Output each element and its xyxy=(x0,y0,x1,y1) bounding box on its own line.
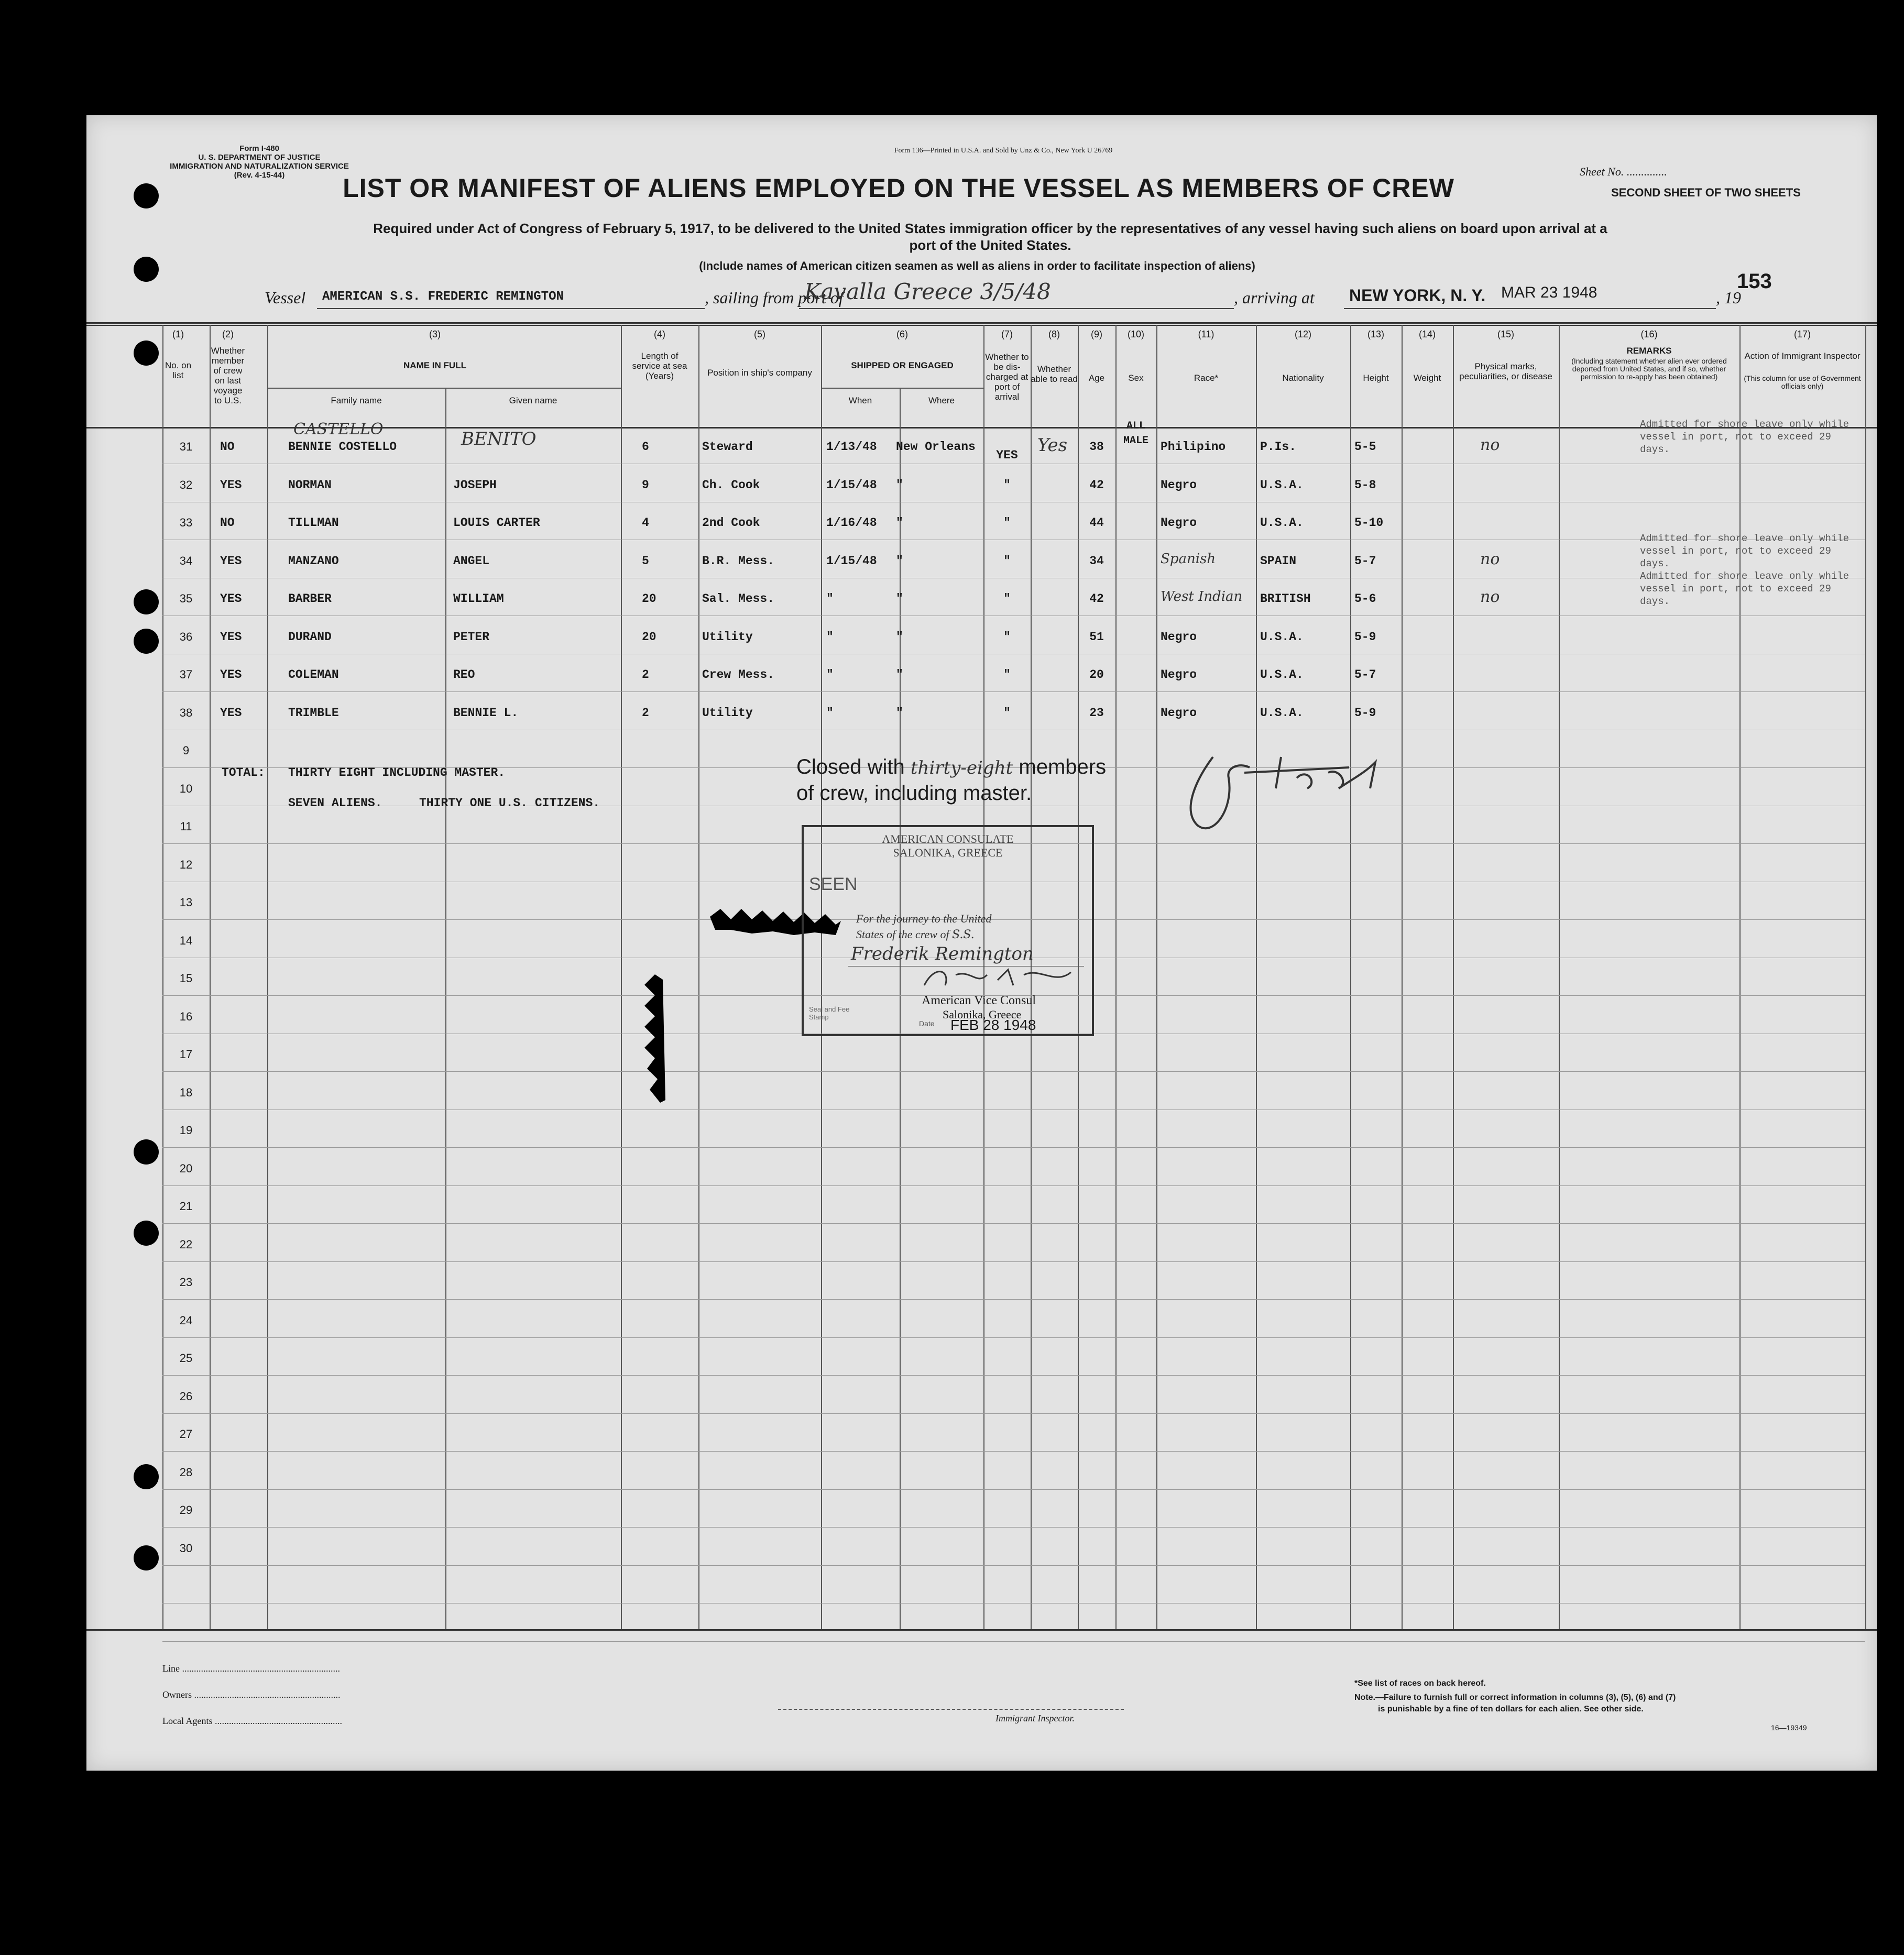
department: U. S. DEPARTMENT OF JUSTICE xyxy=(198,153,321,162)
cell-height: 5-9 xyxy=(1354,630,1376,644)
cell-nationality: P.Is. xyxy=(1260,440,1297,454)
include-note: (Include names of American citizen seamen as well as aliens in order to facilitate inspection of aliens) xyxy=(699,259,1255,272)
table-column-rule xyxy=(1115,325,1117,1629)
cell-position: Sal. Mess. xyxy=(702,592,775,606)
punch-hole xyxy=(134,589,159,614)
row-rule xyxy=(162,1185,1865,1186)
cell-discharged: YES xyxy=(996,448,1018,462)
col-num-15: (15) xyxy=(1497,329,1514,339)
consulate-stamp xyxy=(802,825,1094,1036)
row-number: 26 xyxy=(179,1390,193,1403)
row-rule xyxy=(162,1527,1865,1528)
row-number: 13 xyxy=(179,896,193,909)
cell-given: BENNIE L. xyxy=(453,706,519,720)
cell-discharged: " xyxy=(1003,516,1011,530)
cell-given: WILLIAM xyxy=(453,592,504,606)
col-head-name: NAME IN FULL xyxy=(403,360,466,370)
cell-position: Utility xyxy=(702,630,753,644)
stamp-title-2: SALONIKA, GREECE xyxy=(893,846,1003,859)
col-head-race: Race* xyxy=(1194,373,1219,383)
row-number: 27 xyxy=(179,1427,193,1441)
row-rule xyxy=(162,1641,1865,1642)
cell-age: 44 xyxy=(1089,516,1104,530)
cell-age: 51 xyxy=(1089,630,1104,644)
page-title: LIST OR MANIFEST OF ALIENS EMPLOYED ON THE VESSEL AS MEMBERS OF CREW xyxy=(343,173,1454,203)
row-rule xyxy=(162,691,1865,692)
stamp-city: Salonika, Greece xyxy=(943,1008,1022,1021)
col-head-sex: Sex xyxy=(1128,373,1144,383)
stamp-title-1: AMERICAN CONSULATE xyxy=(882,832,1014,845)
sailing-port-value: Kavalla Greece 3/5/48 xyxy=(804,279,1051,304)
form-number: Form I-480 xyxy=(239,144,279,153)
table-column-rule xyxy=(1865,325,1866,1629)
cell-discharged: " xyxy=(1003,706,1011,720)
arriving-label: , arriving at xyxy=(1234,288,1315,307)
cell-race: Negro xyxy=(1161,668,1197,682)
col-head-discharged: Whether to be dis-charged at port of arrival xyxy=(985,352,1029,402)
row-rule xyxy=(162,1375,1865,1376)
row-number: 21 xyxy=(179,1200,193,1213)
row-rule xyxy=(162,1261,1865,1262)
cell-race: West Indian xyxy=(1161,589,1243,605)
row-number: 22 xyxy=(179,1238,193,1251)
cell-nationality: U.S.A. xyxy=(1260,630,1304,644)
col-num-2: (2) xyxy=(222,329,234,339)
cell-no: 35 xyxy=(179,592,193,605)
cell-race: Negro xyxy=(1161,478,1197,492)
cell-when: " xyxy=(826,630,834,644)
row-rule xyxy=(162,1489,1865,1490)
cell-height: 5-9 xyxy=(1354,706,1376,720)
cell-member: YES xyxy=(220,630,242,644)
col-num-17: (17) xyxy=(1793,329,1811,339)
sheet-number-label: Sheet No. .............. xyxy=(1580,165,1667,178)
cell-family: COLEMAN xyxy=(288,668,339,682)
footer-note: Note.—Failure to furnish full or correct information in columns (3), (5), (6) and (7) is punishable by a fine of ten dollars for each alien. See other side. xyxy=(1354,1693,1676,1714)
cell-discharged: " xyxy=(1003,554,1011,568)
cell-race: Negro xyxy=(1161,706,1197,720)
punch-hole xyxy=(134,257,159,282)
row-number: 14 xyxy=(179,934,193,947)
col-num-7: (7) xyxy=(1001,329,1013,339)
punch-hole xyxy=(134,1139,159,1165)
col-num-5: (5) xyxy=(754,329,765,339)
cell-family: NORMAN xyxy=(288,478,332,492)
cell-marks-handwritten: no xyxy=(1480,550,1500,568)
col-num-13: (13) xyxy=(1367,329,1384,339)
cell-height: 5-8 xyxy=(1354,478,1376,492)
cell-discharged: " xyxy=(1003,478,1011,492)
col-head-shipped: SHIPPED OR ENGAGED xyxy=(851,360,954,370)
cell-when: " xyxy=(826,706,834,720)
year-prefix: , 19 xyxy=(1716,288,1741,307)
col-num-6: (6) xyxy=(896,329,908,339)
col-num-8: (8) xyxy=(1048,329,1060,339)
cell-age: 38 xyxy=(1089,440,1104,454)
table-column-rule xyxy=(1402,325,1403,1629)
row-number: 17 xyxy=(179,1048,193,1061)
footer-line-label: Line ................................................................... xyxy=(162,1663,340,1674)
cell-no: 36 xyxy=(179,630,193,643)
col-num-10: (10) xyxy=(1127,329,1144,339)
col-head-when: When xyxy=(848,396,872,405)
col-num-16: (16) xyxy=(1640,329,1658,339)
row-number: 25 xyxy=(179,1352,193,1365)
col-head-read: Whether able to read xyxy=(1031,364,1078,384)
col-head-marks: Physical marks, peculiarities, or disease xyxy=(1459,361,1552,381)
col-head-member: Whether member of crew on last voyage to U.S. xyxy=(211,346,245,405)
cell-read-handwritten: Yes xyxy=(1037,435,1068,456)
row-number: 23 xyxy=(179,1276,193,1289)
aliens-text: SEVEN ALIENS. xyxy=(288,796,382,810)
col-head-height: Height xyxy=(1363,373,1389,383)
footer-owners-label: Owners .............................................................. xyxy=(162,1689,341,1700)
row-number: 20 xyxy=(179,1162,193,1175)
vessel-value: AMERICAN S.S. FREDERIC REMINGTON xyxy=(322,290,564,304)
total-label: TOTAL: xyxy=(222,766,265,779)
cell-height: 5-7 xyxy=(1354,668,1376,682)
cell-years: 20 xyxy=(642,630,656,644)
col-head-where: Where xyxy=(928,396,955,405)
punch-hole xyxy=(134,629,159,654)
table-column-rule xyxy=(1256,325,1257,1629)
punch-hole xyxy=(134,1545,159,1570)
table-column-rule xyxy=(445,388,446,1629)
cell-position: 2nd Cook xyxy=(702,516,760,530)
col-head-nationality: Nationality xyxy=(1282,373,1324,383)
table-column-rule xyxy=(1739,325,1741,1629)
cell-nationality: U.S.A. xyxy=(1260,706,1304,720)
closed-note: Closed with thirty-eight members of crew, including master. xyxy=(796,755,1107,805)
cell-member: YES xyxy=(220,478,242,492)
table-column-rule xyxy=(267,325,268,1629)
cell-position: B.R. Mess. xyxy=(702,554,775,568)
cell-no: 32 xyxy=(179,478,193,491)
cell-height: 5-6 xyxy=(1354,592,1376,606)
cell-no: 31 xyxy=(179,440,193,453)
cell-no: 33 xyxy=(179,516,193,529)
cell-height: 5-7 xyxy=(1354,554,1376,568)
cell-family: BARBER xyxy=(288,592,332,606)
stamp-ship-name: Frederik Remington xyxy=(851,943,1034,964)
cell-position: Steward xyxy=(702,440,753,454)
cell-family-handwritten: CASTELLO xyxy=(293,420,384,438)
col-head-given: Given name xyxy=(509,396,557,405)
stamp-journey: For the journey to the United States of the crew of S.S. xyxy=(856,912,992,941)
cell-years: 20 xyxy=(642,592,656,606)
row-number: 30 xyxy=(179,1542,193,1555)
cell-given: LOUIS CARTER xyxy=(453,516,540,530)
col-head-family: Family name xyxy=(331,396,382,405)
printer-line: Form 136—Printed in U.S.A. and Sold by Unz & Co., New York U 26769 xyxy=(894,147,1113,155)
row-number: 10 xyxy=(179,782,193,795)
cell-when: 1/16/48 xyxy=(826,516,877,530)
footer-races-note: *See list of races on back hereof. xyxy=(1354,1679,1486,1688)
vessel-label: Vessel xyxy=(265,288,306,307)
cell-years: 4 xyxy=(642,516,649,530)
cell-age: 42 xyxy=(1089,592,1104,606)
cell-member: YES xyxy=(220,554,242,568)
cell-marks-handwritten: no xyxy=(1480,588,1500,606)
row-number: 16 xyxy=(179,1010,193,1023)
cell-discharged: " xyxy=(1003,630,1011,644)
cell-race: Spanish xyxy=(1161,551,1216,567)
col-head-age: Age xyxy=(1088,373,1105,383)
cell-nationality: U.S.A. xyxy=(1260,478,1304,492)
cell-given-handwritten: BENITO xyxy=(461,429,537,449)
cell-age: 42 xyxy=(1089,478,1104,492)
row-rule xyxy=(162,1451,1865,1452)
col-head-length: Length of service at sea (Years) xyxy=(632,351,687,381)
cell-nationality: U.S.A. xyxy=(1260,516,1304,530)
stamp-seen: SEEN xyxy=(809,874,858,894)
stamp-date: FEB 28 1948 xyxy=(950,1017,1036,1033)
row-rule xyxy=(162,1223,1865,1224)
stamp-consul: American Vice Consul xyxy=(922,994,1036,1007)
manifest-page xyxy=(86,115,1877,1771)
table-column-rule xyxy=(1559,325,1560,1629)
cell-member: NO xyxy=(220,440,235,454)
stamp-fee: Seal and Fee Stamp xyxy=(809,1005,850,1021)
row-number: 28 xyxy=(179,1466,193,1479)
row-rule xyxy=(162,1299,1865,1300)
punch-hole xyxy=(134,341,159,366)
footer-agents-label: Local Agents ...................................................... xyxy=(162,1716,342,1726)
cell-position: Ch. Cook xyxy=(702,478,760,492)
col-head-remarks: REMARKS xyxy=(1626,346,1672,356)
cell-member: YES xyxy=(220,592,242,606)
cell-no: 34 xyxy=(179,554,193,567)
row-number: 29 xyxy=(179,1503,193,1517)
cell-race: Negro xyxy=(1161,516,1197,530)
row-rule xyxy=(162,1147,1865,1148)
cell-remarks: Admitted for shore leave only while vessel in port, not to exceed 29 days. xyxy=(1640,533,1850,569)
cell-family: TILLMAN xyxy=(288,516,339,530)
cell-sex: ALL MALE xyxy=(1123,420,1148,447)
arriving-value: NEW YORK, N. Y. xyxy=(1349,286,1486,305)
cell-where: " xyxy=(896,668,903,682)
row-number: 9 xyxy=(182,744,190,757)
cell-where: New Orleans xyxy=(896,440,976,454)
cell-where: " xyxy=(896,630,903,644)
row-number: 24 xyxy=(179,1314,193,1327)
footer-inspector-label: Immigrant Inspector. xyxy=(995,1713,1075,1723)
cell-family: DURAND xyxy=(288,630,332,644)
row-number: 12 xyxy=(179,858,193,871)
signature-scribble xyxy=(1176,746,1412,846)
col-head-remarks-note: (Including statement whether alien ever ordered deported from United States, and if so, whether permission to re-apply has been obtained) xyxy=(1571,357,1727,381)
cell-when: " xyxy=(826,668,834,682)
col-head-action-note: (This column for use of Government officials only) xyxy=(1744,374,1861,390)
cell-member: YES xyxy=(220,706,242,720)
col-num-3: (3) xyxy=(429,329,441,339)
cell-nationality: U.S.A. xyxy=(1260,668,1304,682)
punch-hole xyxy=(134,1221,159,1246)
cell-remarks: Admitted for shore leave only while vessel in port, not to exceed 29 days. xyxy=(1640,419,1850,455)
cell-age: 34 xyxy=(1089,554,1104,568)
page-number: 153 xyxy=(1737,270,1772,293)
cell-race: Negro xyxy=(1161,630,1197,644)
row-number: 19 xyxy=(179,1124,193,1137)
citizens-text: THIRTY ONE U.S. CITIZENS. xyxy=(419,796,600,810)
row-number: 11 xyxy=(180,820,192,833)
consul-signature xyxy=(919,964,1076,991)
row-rule xyxy=(162,1337,1865,1338)
col-num-1: (1) xyxy=(172,329,184,339)
cell-where: " xyxy=(896,516,903,530)
required-act-text: Required under Act of Congress of February 5, 1917, to be delivered to the United States immigration officer by the representatives of any vessel having such aliens on board upon arrival at a port of the United States. xyxy=(373,221,1607,253)
cell-when: 1/15/48 xyxy=(826,478,877,492)
col-head-no: No. on list xyxy=(165,360,192,380)
table-column-rule xyxy=(698,325,699,1629)
cell-nationality: SPAIN xyxy=(1260,554,1297,568)
row-rule xyxy=(162,1565,1865,1566)
row-number: 18 xyxy=(179,1086,193,1099)
row-rule xyxy=(162,1071,1865,1072)
row-number: 15 xyxy=(179,972,193,985)
col-num-14: (14) xyxy=(1418,329,1436,339)
cell-discharged: " xyxy=(1003,668,1011,682)
service: IMMIGRATION AND NATURALIZATION SERVICE xyxy=(170,162,349,171)
revision: (Rev. 4-15-44) xyxy=(234,171,285,180)
total-text: THIRTY EIGHT INCLUDING MASTER. xyxy=(288,766,506,779)
cell-age: 23 xyxy=(1089,706,1104,720)
cell-member: YES xyxy=(220,668,242,682)
cell-years: 6 xyxy=(642,440,649,454)
row-rule xyxy=(162,1413,1865,1414)
cell-marks-handwritten: no xyxy=(1480,436,1500,454)
cell-years: 5 xyxy=(642,554,649,568)
cell-where: " xyxy=(896,554,903,568)
col-num-4: (4) xyxy=(654,329,665,339)
cell-position: Utility xyxy=(702,706,753,720)
cell-family: TRIMBLE xyxy=(288,706,339,720)
arrival-date: MAR 23 1948 xyxy=(1501,284,1597,301)
cell-given: JOSEPH xyxy=(453,478,497,492)
col-head-weight: Weight xyxy=(1413,373,1441,383)
cell-position: Crew Mess. xyxy=(702,668,775,682)
stamp-date-label: Date xyxy=(919,1019,935,1028)
cell-nationality: BRITISH xyxy=(1260,592,1311,606)
cell-years: 2 xyxy=(642,668,649,682)
cell-where: " xyxy=(896,706,903,720)
cell-height: 5-5 xyxy=(1354,440,1376,454)
cell-family: MANZANO xyxy=(288,554,339,568)
cell-race: Philipino xyxy=(1161,440,1226,454)
cell-member: NO xyxy=(220,516,235,530)
cell-no: 38 xyxy=(179,706,193,719)
cell-years: 9 xyxy=(642,478,649,492)
sheet-description: SECOND SHEET OF TWO SHEETS xyxy=(1611,186,1801,199)
col-num-9: (9) xyxy=(1091,329,1102,339)
table-column-rule xyxy=(1453,325,1454,1629)
punch-hole xyxy=(134,1464,159,1489)
col-head-action: Action of Immigrant Inspector xyxy=(1744,351,1861,361)
cell-when: " xyxy=(826,592,834,606)
cell-where: " xyxy=(896,478,903,492)
torn-edge-mark xyxy=(637,974,668,1105)
cell-remarks: Admitted for shore leave only while vessel in port, not to exceed 29 days. xyxy=(1640,570,1850,607)
cell-height: 5-10 xyxy=(1354,516,1384,530)
cell-discharged: " xyxy=(1003,592,1011,606)
sailing-label: , sailing from port of xyxy=(705,288,844,307)
cell-age: 20 xyxy=(1089,668,1104,682)
col-num-11: (11) xyxy=(1198,329,1214,339)
cell-years: 2 xyxy=(642,706,649,720)
cell-family: BENNIE COSTELLO xyxy=(288,440,397,454)
cell-when: 1/13/48 xyxy=(826,440,877,454)
footer-code: 16—19349 xyxy=(1771,1723,1807,1732)
table-column-rule xyxy=(1156,325,1157,1629)
cell-given: ANGEL xyxy=(453,554,490,568)
table-column-rule xyxy=(210,325,211,1629)
table-column-rule xyxy=(621,325,622,1629)
table-column-rule xyxy=(1350,325,1351,1629)
col-num-12: (12) xyxy=(1294,329,1311,339)
cell-given: REO xyxy=(453,668,475,682)
cell-where: " xyxy=(896,592,903,606)
cell-no: 37 xyxy=(179,668,193,681)
col-head-position: Position in ship's company xyxy=(707,368,812,378)
punch-hole xyxy=(134,183,159,208)
cell-when: 1/15/48 xyxy=(826,554,877,568)
cell-given: PETER xyxy=(453,630,490,644)
